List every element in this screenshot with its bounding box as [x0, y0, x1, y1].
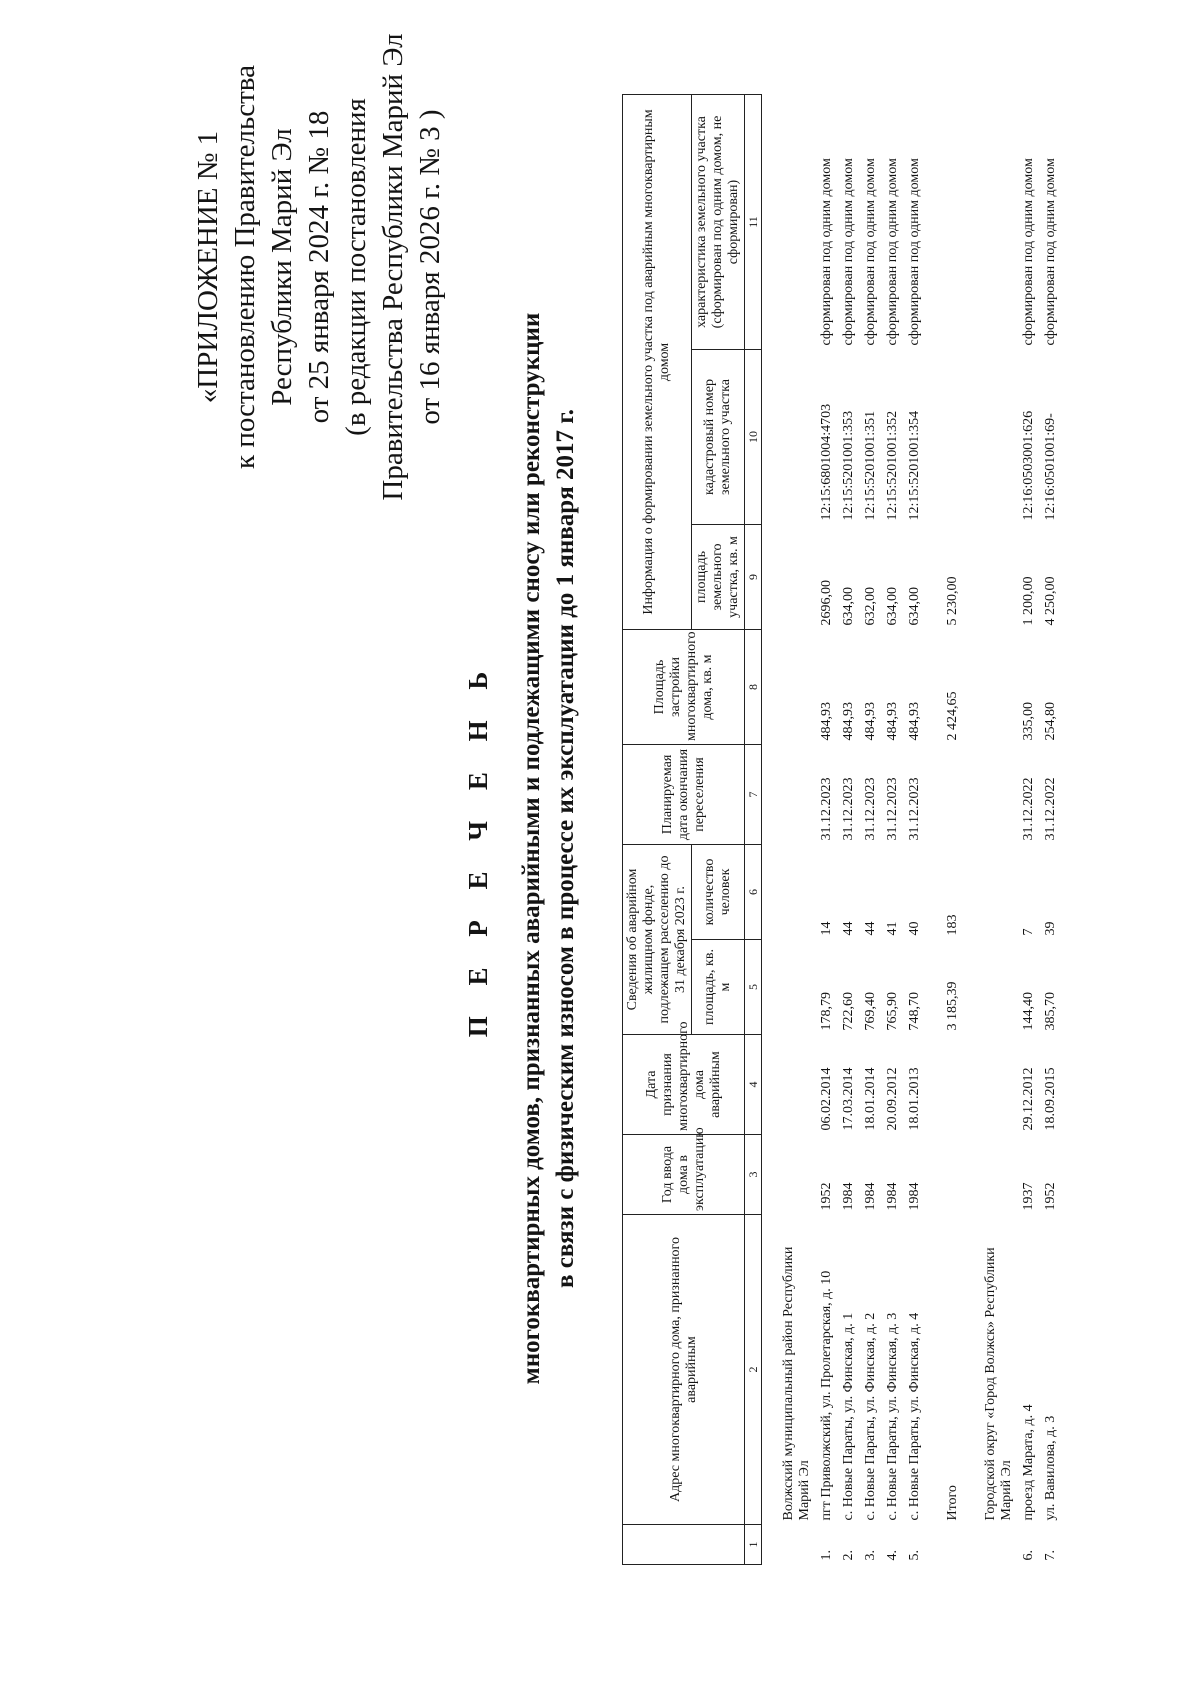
column-number: 9	[745, 525, 762, 630]
header-line: Республики Марий Эл	[266, 128, 298, 406]
row-cadastral: 12:15:6801004:4703	[819, 403, 834, 521]
row-area: 765,90	[885, 992, 900, 1031]
row-people: 44	[863, 921, 878, 936]
document-subtitle-line-2: в связи с физическим износом в процессе их эксплуатации до 1 января 2017 г.	[552, 408, 579, 1289]
table-header	[623, 95, 762, 1565]
table-body	[762, 95, 1063, 1565]
table-row	[882, 95, 904, 1565]
header-cell-land-area: площадь земельного участка, кв. м	[692, 525, 745, 630]
row-land-area: 634,00	[885, 587, 900, 626]
row-planned-date: 31.12.2023	[841, 777, 856, 841]
row-land-char: сформирован под одним домом	[907, 158, 922, 346]
row-date-recognized: 18.01.2014	[863, 1067, 878, 1131]
row-area: 144,40	[1021, 992, 1036, 1031]
row-building-area: 484,93	[885, 702, 900, 741]
row-people: 7	[1021, 928, 1036, 936]
group-heading-row	[778, 95, 816, 1565]
header-cell-fund-area: площадь, кв. м	[692, 940, 745, 1035]
row-land-char: сформирован под одним домом	[1043, 158, 1058, 346]
row-planned-date: 31.12.2022	[1021, 777, 1036, 841]
row-num: 3.	[863, 1550, 878, 1561]
header-cell-address: Адрес многоквартирного дома, признанного аварийным	[623, 1215, 745, 1525]
row-num: 4.	[885, 1550, 900, 1561]
row-cadastral: 12:15:5201001:352	[885, 410, 900, 521]
row-land-char: сформирован под одним домом	[885, 158, 900, 346]
row-year: 1952	[1043, 1182, 1058, 1211]
row-address: с. Новые Параты, ул. Финская, д. 1	[841, 1312, 856, 1521]
row-land-char: сформирован под одним домом	[841, 158, 856, 346]
document-subtitle-line-1: многоквартирных домов, признанных аварийными и подлежащими сносу или реконструкции	[518, 312, 545, 1385]
row-date-recognized: 18.01.2013	[907, 1067, 922, 1131]
row-planned-date: 31.12.2023	[819, 777, 834, 841]
row-year: 1937	[1021, 1182, 1036, 1211]
row-address: с. Новые Параты, ул. Финская, д. 4	[907, 1312, 922, 1521]
column-number: 11	[745, 95, 762, 350]
header-cell-cadastral: кадастровый номер земельного участка	[692, 350, 745, 525]
row-land-char: сформирован под одним домом	[819, 158, 834, 346]
header-cell-year: Год ввода дома в эксплуатацию	[623, 1135, 745, 1215]
row-land-area: 634,00	[907, 587, 922, 626]
column-number: 4	[745, 1035, 762, 1135]
row-year: 1984	[841, 1182, 856, 1211]
row-cadastral: 12:15:5201001:353	[841, 410, 856, 521]
header-line: к постановлению Правительства	[229, 65, 261, 469]
column-number: 10	[745, 350, 762, 525]
row-date-recognized: 29.12.2012	[1021, 1067, 1036, 1131]
header-line: от 16 января 2026 г. № 3 )	[414, 109, 446, 425]
row-cadastral: 12:15:5201001:351	[863, 410, 878, 521]
table-row	[1040, 95, 1062, 1565]
row-address: ул. Вавилова, д. 3	[1043, 1415, 1058, 1521]
row-area: 769,40	[863, 992, 878, 1031]
header-cell-fund-info: Сведения об аварийном жилищном фонде, подлежащем расселению до 31 декабря 2023 г.	[623, 845, 692, 1035]
row-planned-date: 31.12.2023	[907, 777, 922, 841]
row-address: с. Новые Параты, ул. Финская, д. 3	[885, 1312, 900, 1521]
row-planned-date: 31.12.2023	[863, 777, 878, 841]
row-num: 1.	[819, 1550, 834, 1561]
row-building-area: 484,93	[863, 702, 878, 741]
spacer	[964, 95, 980, 1565]
appendix-header	[190, 0, 449, 537]
row-people: 39	[1043, 921, 1058, 936]
total-land-area: 5 230,00	[945, 576, 960, 626]
total-building-area: 2 424,65	[945, 691, 960, 741]
row-land-char: сформирован под одним домом	[863, 158, 878, 346]
header-cell-land-info: Информация о формировании земельного участка под аварийным многоквартирным домом	[623, 95, 692, 630]
row-date-recognized: 18.09.2015	[1043, 1067, 1058, 1131]
row-building-area: 484,93	[819, 702, 834, 741]
row-planned-date: 31.12.2022	[1043, 777, 1058, 841]
total-row	[942, 95, 964, 1565]
column-number: 6	[745, 845, 762, 940]
column-number: 1	[745, 1525, 762, 1565]
row-building-area: 335,00	[1021, 702, 1036, 741]
row-land-area: 634,00	[841, 587, 856, 626]
group-name: Волжский муниципальный район Республики Марий Эл	[781, 1246, 812, 1521]
row-people: 40	[907, 921, 922, 936]
row-land-area: 632,00	[863, 587, 878, 626]
header-cell-fund-people: количество человек	[692, 845, 745, 940]
row-date-recognized: 17.03.2014	[841, 1067, 856, 1131]
total-label: Итого	[945, 1485, 960, 1521]
document-title: П Е Р Е Ч Е Н Ь	[463, 659, 493, 1038]
row-year: 1984	[907, 1182, 922, 1211]
header-cell-planned-date: Планируемая дата окончания переселения	[623, 745, 745, 845]
total-area: 3 185,39	[945, 981, 960, 1031]
header-cell-date-recognized: Дата признания многоквартирного дома аварийным	[623, 1035, 745, 1135]
column-number: 7	[745, 745, 762, 845]
row-people: 14	[819, 921, 834, 936]
row-year: 1984	[885, 1182, 900, 1211]
row-land-area: 4 250,00	[1043, 576, 1058, 626]
row-land-area: 2696,00	[819, 580, 834, 626]
column-number: 8	[745, 630, 762, 745]
table-row	[838, 95, 860, 1565]
table-row	[816, 95, 838, 1565]
header-line: от 25 января 2024 г. № 18	[303, 110, 335, 424]
row-year: 1952	[819, 1182, 834, 1211]
header-cell-num	[623, 1525, 745, 1565]
row-date-recognized: 20.09.2012	[885, 1067, 900, 1131]
row-num: 7.	[1043, 1550, 1058, 1561]
row-cadastral: 12:15:5201001:354	[907, 410, 922, 521]
row-area: 178,79	[819, 992, 834, 1031]
row-planned-date: 31.12.2023	[885, 777, 900, 841]
row-address: проезд Марата, д. 4	[1021, 1404, 1036, 1521]
row-land-char: сформирован под одним домом	[1021, 158, 1036, 346]
row-building-area: 254,80	[1043, 702, 1058, 741]
column-number: 2	[745, 1215, 762, 1525]
row-address: с. Новые Параты, ул. Финская, д. 2	[863, 1312, 878, 1521]
row-num: 6.	[1021, 1550, 1036, 1561]
row-date-recognized: 06.02.2014	[819, 1067, 834, 1131]
table-row	[860, 95, 882, 1565]
table-row	[904, 95, 926, 1565]
row-year: 1984	[863, 1182, 878, 1211]
row-area: 722,60	[841, 992, 856, 1031]
header-cell-land-char: характеристика земельного участка (сформирован под одним домом, не сформирован)	[692, 95, 745, 350]
row-num: 2.	[841, 1550, 856, 1561]
row-building-area: 484,93	[841, 702, 856, 741]
column-number: 5	[745, 940, 762, 1035]
row-cadastral: 12:16:0503001:626	[1021, 410, 1036, 521]
total-people: 183	[945, 914, 960, 936]
spacer	[926, 95, 942, 1565]
row-area: 385,70	[1043, 992, 1058, 1031]
row-address: пгт Приволжский, ул. Пролетарская, д. 10	[819, 1270, 834, 1521]
column-number-row	[745, 95, 762, 1565]
column-number: 3	[745, 1135, 762, 1215]
group-heading-row	[980, 95, 1018, 1565]
group-name: Городской округ «Город Волжск» Республики Марий Эл	[983, 1247, 1014, 1521]
header-line: (в редакции постановления	[340, 98, 372, 436]
table-row	[1018, 95, 1040, 1565]
row-cadastral: 12:16:0501001:69-	[1043, 413, 1058, 521]
spacer	[762, 95, 779, 1565]
row-land-area: 1 200,00	[1021, 576, 1036, 626]
header-line: Правительства Республики Марий Эл	[377, 33, 409, 501]
row-people: 41	[885, 921, 900, 936]
row-building-area: 484,93	[907, 702, 922, 741]
row-area: 748,70	[907, 992, 922, 1031]
header-cell-building-area: Площадь застройки многоквартирного дома, кв. м	[623, 630, 745, 745]
row-num: 5.	[907, 1550, 922, 1561]
row-people: 44	[841, 921, 856, 936]
buildings-table	[622, 94, 1062, 1565]
header-line: «ПРИЛОЖЕНИЕ № 1	[192, 130, 224, 404]
